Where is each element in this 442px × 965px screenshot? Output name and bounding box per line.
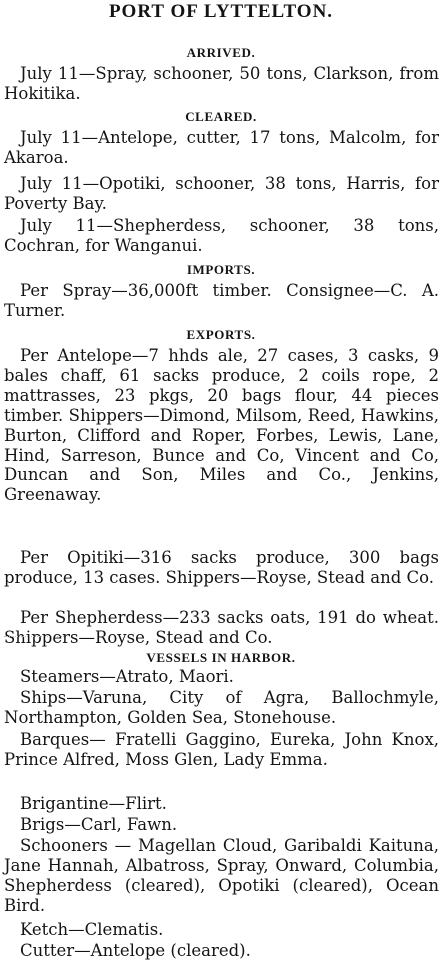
vessel-entry: Cutter—Antelope (cleared). bbox=[20, 941, 251, 960]
vessel-entry: Brigs—Carl, Fawn. bbox=[20, 815, 178, 834]
import-entry: Per Spray—36,000ft timber. Consignee—C. A. Turner. bbox=[4, 281, 439, 320]
export-entry: Per Shepherdess—233 sacks oats, 191 do wheat. Shippers—Royse, Stead and Co. bbox=[4, 608, 439, 647]
cleared-entry: July 11—Antelope, cutter, 17 tons, Malcolm, for Akaroa. bbox=[4, 128, 439, 167]
export-entry: Per Antelope—7 hhds ale, 27 cases, 3 casks, 9 bales chaff, 61 sacks produce, 2 coils rope, 2 mattrasses, 23 pkgs, 20 bags flour, 44 pieces timber. Shippers—Dimond, Milsom, Reed, Hawkins, Burton, Clifford and Roper, Forbes, Lewis, Lane, Hind, Sarreson, Bunce and Co, Vincent and Co, Duncan and Son, Miles and Co., Jenkins, Greenaway. bbox=[4, 346, 439, 505]
section-heading-imports: IMPORTS. bbox=[186, 262, 256, 277]
vessel-entry: Ketch—Clematis. bbox=[20, 920, 164, 939]
vessel-entry: Schooners — Magellan Cloud, Garibaldi Kaituna, Jane Hannah, Albatross, Spray, Onward, Columbia, Shepherdess (cleared), Opotiki (cleared), Ocean Bird. bbox=[4, 836, 439, 915]
page-title: PORT OF LYTTELTON. bbox=[108, 1, 334, 22]
section-heading-cleared: CLEARED. bbox=[185, 109, 257, 124]
cleared-entry: July 11—Opotiki, schooner, 38 tons, Harris, for Poverty Bay. bbox=[4, 174, 439, 213]
arrival-entry: July 11—Spray, schooner, 50 tons, Clarkson, from Hokitika. bbox=[4, 64, 439, 103]
section-heading-arrived: ARRIVED. bbox=[186, 45, 256, 60]
vessel-entry: Steamers—Atrato, Maori. bbox=[20, 667, 234, 686]
section-heading-exports: EXPORTS. bbox=[186, 327, 256, 342]
export-entry: Per Opitiki—316 sacks produce, 300 bags produce, 13 cases. Shippers—Royse, Stead and Co. bbox=[4, 548, 439, 587]
cleared-entry: July 11—Shepherdess, schooner, 38 tons, Cochran, for Wanganui. bbox=[4, 216, 439, 255]
vessel-entry: Barques— Fratelli Gaggino, Eureka, John Knox, Prince Alfred, Moss Glen, Lady Emma. bbox=[4, 730, 439, 769]
vessel-entry: Ships—Varuna, City of Agra, Ballochmyle, Northampton, Golden Sea, Stonehouse. bbox=[4, 688, 439, 727]
section-divider bbox=[4, 636, 64, 638]
section-heading-vessels: VESSELS IN HARBOR. bbox=[146, 650, 296, 665]
vessel-entry: Brigantine—Flirt. bbox=[20, 794, 167, 813]
